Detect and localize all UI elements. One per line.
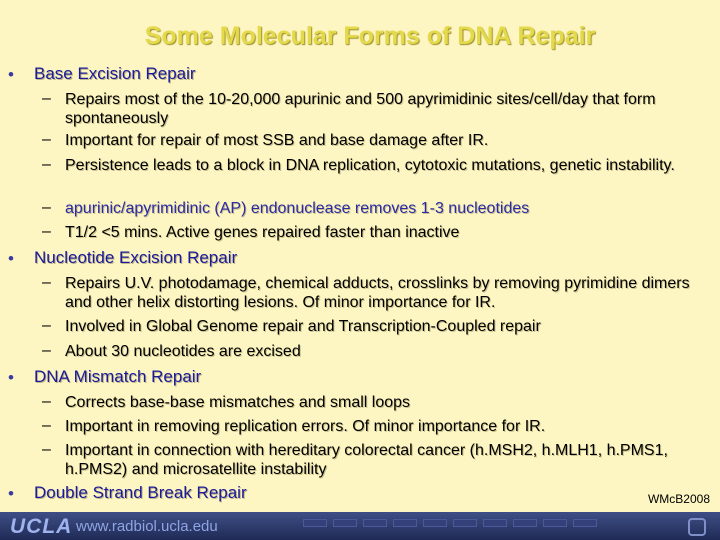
list-item: T1/2 <5 mins. Active genes repaired faster than inactive xyxy=(65,224,460,241)
list-item: Persistence leads to a block in DNA replication, cytotoxic mutations, genetic instability. xyxy=(65,157,675,174)
bullet-icon: • xyxy=(8,368,14,387)
dash-icon: – xyxy=(42,199,51,216)
section-heading-ner: Nucleotide Excision Repair xyxy=(34,248,238,267)
dash-icon: – xyxy=(42,223,51,240)
dash-icon: – xyxy=(42,156,51,173)
section-heading-dsb: Double Strand Break Repair xyxy=(34,483,247,502)
bullet-icon: • xyxy=(8,249,14,268)
decorative-square-icon xyxy=(688,518,706,536)
footer-bar xyxy=(0,512,720,540)
dash-icon: – xyxy=(42,441,51,458)
list-item: About 30 nucleotides are excised xyxy=(65,343,301,360)
list-item: apurinic/apyrimidinic (AP) endonuclease removes 1-3 nucleotides xyxy=(65,200,530,217)
slide-title: Some Molecular Forms of DNA Repair xyxy=(144,22,596,50)
dash-icon: – xyxy=(42,131,51,148)
dash-icon: – xyxy=(42,274,51,291)
list-item: Important in removing replication errors. Of minor importance for IR. xyxy=(65,418,546,435)
dash-icon: – xyxy=(42,417,51,434)
dash-icon: – xyxy=(42,317,51,334)
bullet-icon: • xyxy=(8,484,14,503)
ucla-logo: UCLA xyxy=(10,515,73,538)
watermark: WMcB2008 xyxy=(647,492,710,506)
list-item: Important for repair of most SSB and base damage after IR. xyxy=(65,132,489,149)
section-heading-ber: Base Excision Repair xyxy=(34,64,196,83)
decorative-grid xyxy=(300,516,600,534)
bullet-icon: • xyxy=(8,65,14,84)
dash-icon: – xyxy=(42,90,51,107)
section-heading-mmr: DNA Mismatch Repair xyxy=(34,367,202,386)
dash-icon: – xyxy=(42,342,51,359)
dash-icon: – xyxy=(42,393,51,410)
list-item: Repairs most of the 10-20,000 apurinic and 500 apyrimidinic sites/cell/day that form spontaneously xyxy=(65,91,656,127)
list-item: Important in connection with hereditary colorectal cancer (h.MSH2, h.MLH1, h.PMS1, h.PMS2) and microsatellite instability xyxy=(65,442,668,478)
list-item: Repairs U.V. photodamage, chemical adducts, crosslinks by removing pyrimidine dimers and other helix distorting lesions. Of minor importance for IR. xyxy=(65,275,690,311)
list-item: Involved in Global Genome repair and Transcription-Coupled repair xyxy=(65,318,541,335)
list-item: Corrects base-base mismatches and small loops xyxy=(65,394,411,411)
footer-url[interactable]: www.radbiol.ucla.edu xyxy=(76,518,218,535)
